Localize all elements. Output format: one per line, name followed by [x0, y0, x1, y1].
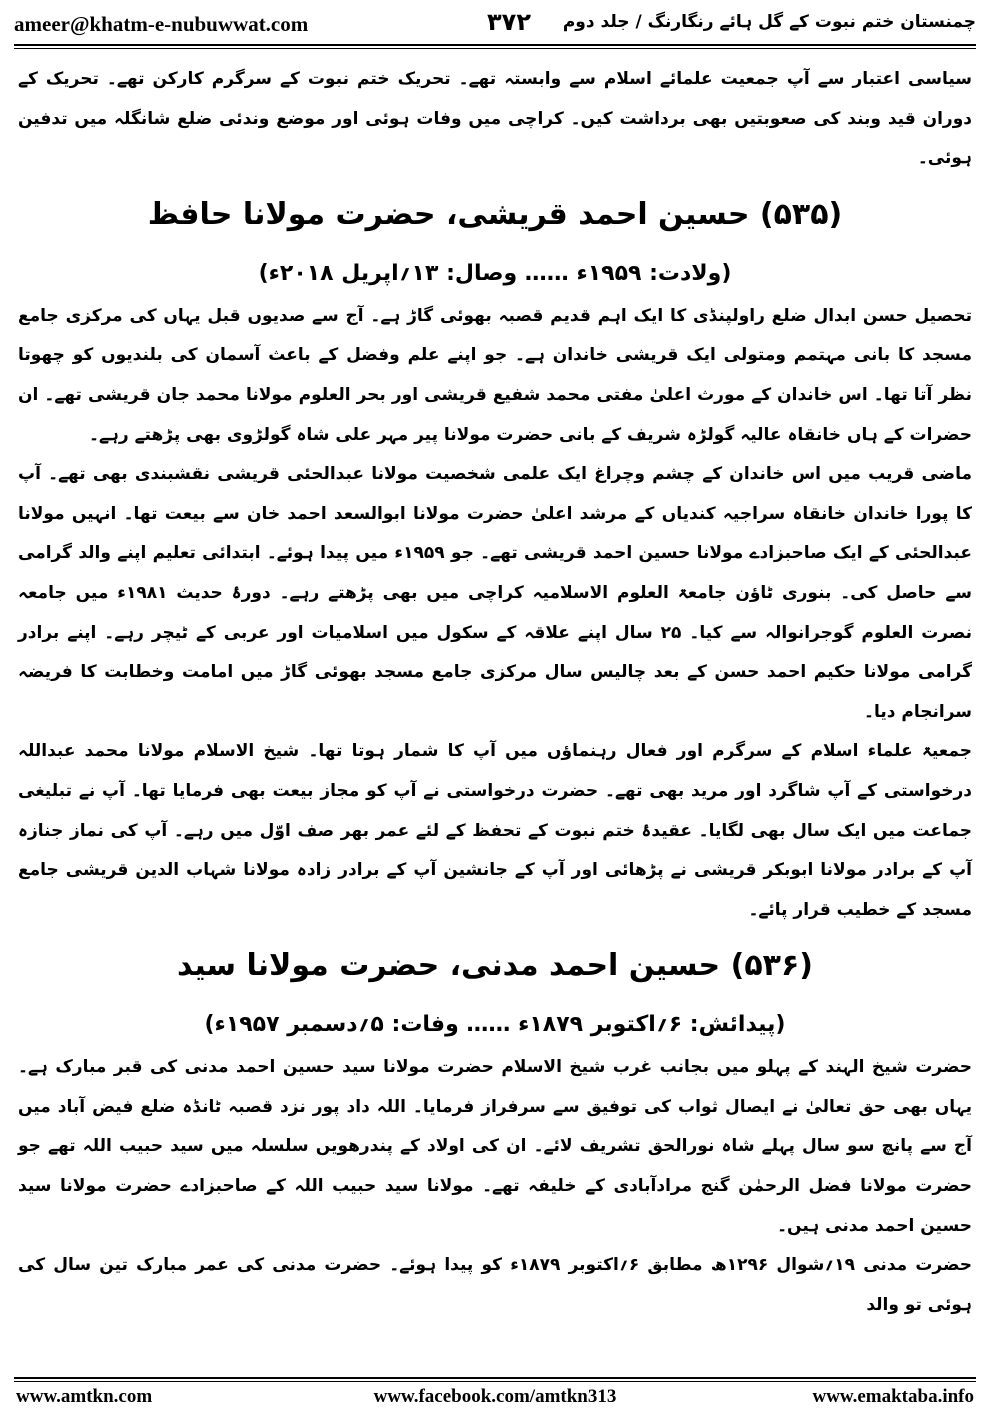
section-heading-535: (۵۳۵) حسین احمد قریشی، حضرت مولانا حافظ [147, 196, 843, 232]
section-536-paragraph-1: حضرت شیخ الہند کے پہلو میں بجانب غرب شیخ الاسلام حضرت مولانا سید حسین احمد مدنی کی قبر مبارک ہے۔ یہاں بھی حق تعالیٰ نے ایصال ثواب کی توفیق سے سرفراز فرمایا۔ اللہ داد پور نزد قصبہ ٹانڈہ ضلع فیض آباد میں آج سے پانچ سو سال پہلے شاہ نورالحق تشریف لائے۔ ان کی اولاد کے پندرھویں سلسلہ میں سید حبیب اللہ تھے جو حضرت مولانا فضل الرحمٰن گنج مرادآبادی کے خلیفہ تھے۔ مولانا سید حبیب اللہ کے صاحبزادے حضرت مولانا سید حسین احمد مدنی ہیں۔ [18, 1057, 972, 1236]
section-dates-535: (ولادت: ۱۹۵۹ء …… وصال: ۱۳؍اپریل ۲۰۱۸ء) [258, 260, 732, 286]
section-536-paragraph-2: حضرت مدنی ۱۹؍شوال ۱۲۹۶ھ مطابق ۶؍اکتوبر ۱۸۷۹ء کو پیدا ہوئے۔ حضرت مدنی کی عمر مبارک تین سال کی ہوئی تو والد [18, 1255, 972, 1315]
intro-paragraph: سیاسی اعتبار سے آپ جمعیت علمائے اسلام سے وابستہ تھے۔ تحریک ختم نبوت کے سرگرم کارکن تھے۔ تحریک کے دوران قید وبند کی صعوبتیں بھی برداشت کیں۔ کراچی میں وفات ہوئی اور موضع وندئی ضلع شانگلہ میں تدفین ہوئی۔ [18, 69, 972, 169]
footer-rule-thin [14, 1381, 976, 1382]
footer-link-emaktaba[interactable]: www.emaktaba.info [812, 1386, 974, 1407]
section-535-paragraph-1: تحصیل حسن ابدال ضلع راولپنڈی کا ایک اہم قدیم قصبہ بھوئی گاڑ ہے۔ آج سے صدیوں قبل یہاں کی مرکزی جامع مسجد کا بانی مہتمم ومتولی ایک قریشی خاندان ہے۔ جو اپنے علم وفضل کے باعث آسمان کی بلندیوں کو چھوتا نظر آتا تھا۔ اس خاندان کے مورث اعلیٰ مفتی محمد شفیع قریشی اور بحر العلوم مولانا محمد جان قریشی تھے۔ ان حضرات کے ہاں خانقاہ عالیہ گولڑہ شریف کے بانی حضرت مولانا پیر مہر علی شاہ گولڑوی بھی پڑھتے رہے۔ [18, 305, 972, 445]
page-footer [16, 1386, 974, 1412]
book-title: چمنستان ختم نبوت کے گل ہائے رنگارنگ / جلد دوم [562, 12, 976, 32]
header-email: ameer@khatm-e-nubuwwat.com [14, 12, 309, 36]
page-header [14, 8, 976, 42]
section-535-paragraph-2: ماضی قریب میں اس خاندان کے چشم وچراغ ایک علمی شخصیت مولانا عبدالحئی قریشی نقشبندی بھی تھے۔ آپ کا پورا خاندان خانقاہ سراجیہ کندیاں کے مرشد اعلیٰ حضرت مولانا ابوالسعد احمد خان سے بیعت تھا۔ انہیں مولانا عبدالحئی کے ایک صاحبزادے مولانا حسین احمد قریشی تھے۔ جو ۱۹۵۹ء میں پیدا ہوئے۔ ابتدائی تعلیم اپنے والد گرامی سے حاصل کی۔ بنوری ٹاؤن جامعۃ العلوم الاسلامیہ کراچی میں بھی پڑھتے رہے۔ دورۂ حدیث ۱۹۸۱ء میں جامعہ نصرت العلوم گوجرانوالہ سے کیا۔ ۲۵ سال اپنے علاقہ کے سکول میں اسلامیات اور عربی کے ٹیچر رہے۔ اپنے برادر گرامی مولانا حکیم احمد حسن کے بعد چالیس سال مرکزی جامع مسجد بھوئی گاڑ میں امامت وخطابت کا فریضہ سرانجام دیا۔ [18, 464, 972, 722]
footer-rule [14, 1377, 976, 1379]
section-heading-536: (۵۳۶) حسین احمد مدنی، حضرت مولانا سید [176, 948, 813, 984]
section-535-paragraph-3: جمعیۃ علماء اسلام کے سرگرم اور فعال رہنماؤں میں آپ کا شمار ہوتا تھا۔ شیخ الاسلام مولانا محمد عبداللہ درخواستی کے آپ شاگرد اور مرید بھی تھے۔ حضرت درخواستی نے آپ کو مجاز بیعت بھی فرمایا تھا۔ آپ نے تبلیغی جماعت میں ایک سال بھی لگایا۔ عقیدۂ ختم نبوت کے تحفظ کے لئے عمر بھر صف اوّل میں رہے۔ آپ کی نماز جنازہ آپ کے برادر مولانا ابوبکر قریشی نے پڑھائی اور آپ کے جانشین آپ کے برادر زادہ مولانا شہاب الدین قریشی جامع مسجد کے خطیب قرار پائے۔ [18, 741, 972, 920]
header-rule [14, 44, 976, 46]
section-dates-536: (پیدائش: ۶؍اکتوبر ۱۸۷۹ء …… وفات: ۵؍دسمبر ۱۹۵۷ء) [204, 1012, 786, 1038]
footer-link-amtkn[interactable]: www.amtkn.com [16, 1386, 153, 1407]
footer-link-facebook[interactable]: www.facebook.com/amtkn313 [373, 1386, 617, 1407]
page-content [18, 60, 972, 1372]
page-number: ۳۷۲ [487, 8, 531, 36]
header-rule-thin [14, 48, 976, 49]
